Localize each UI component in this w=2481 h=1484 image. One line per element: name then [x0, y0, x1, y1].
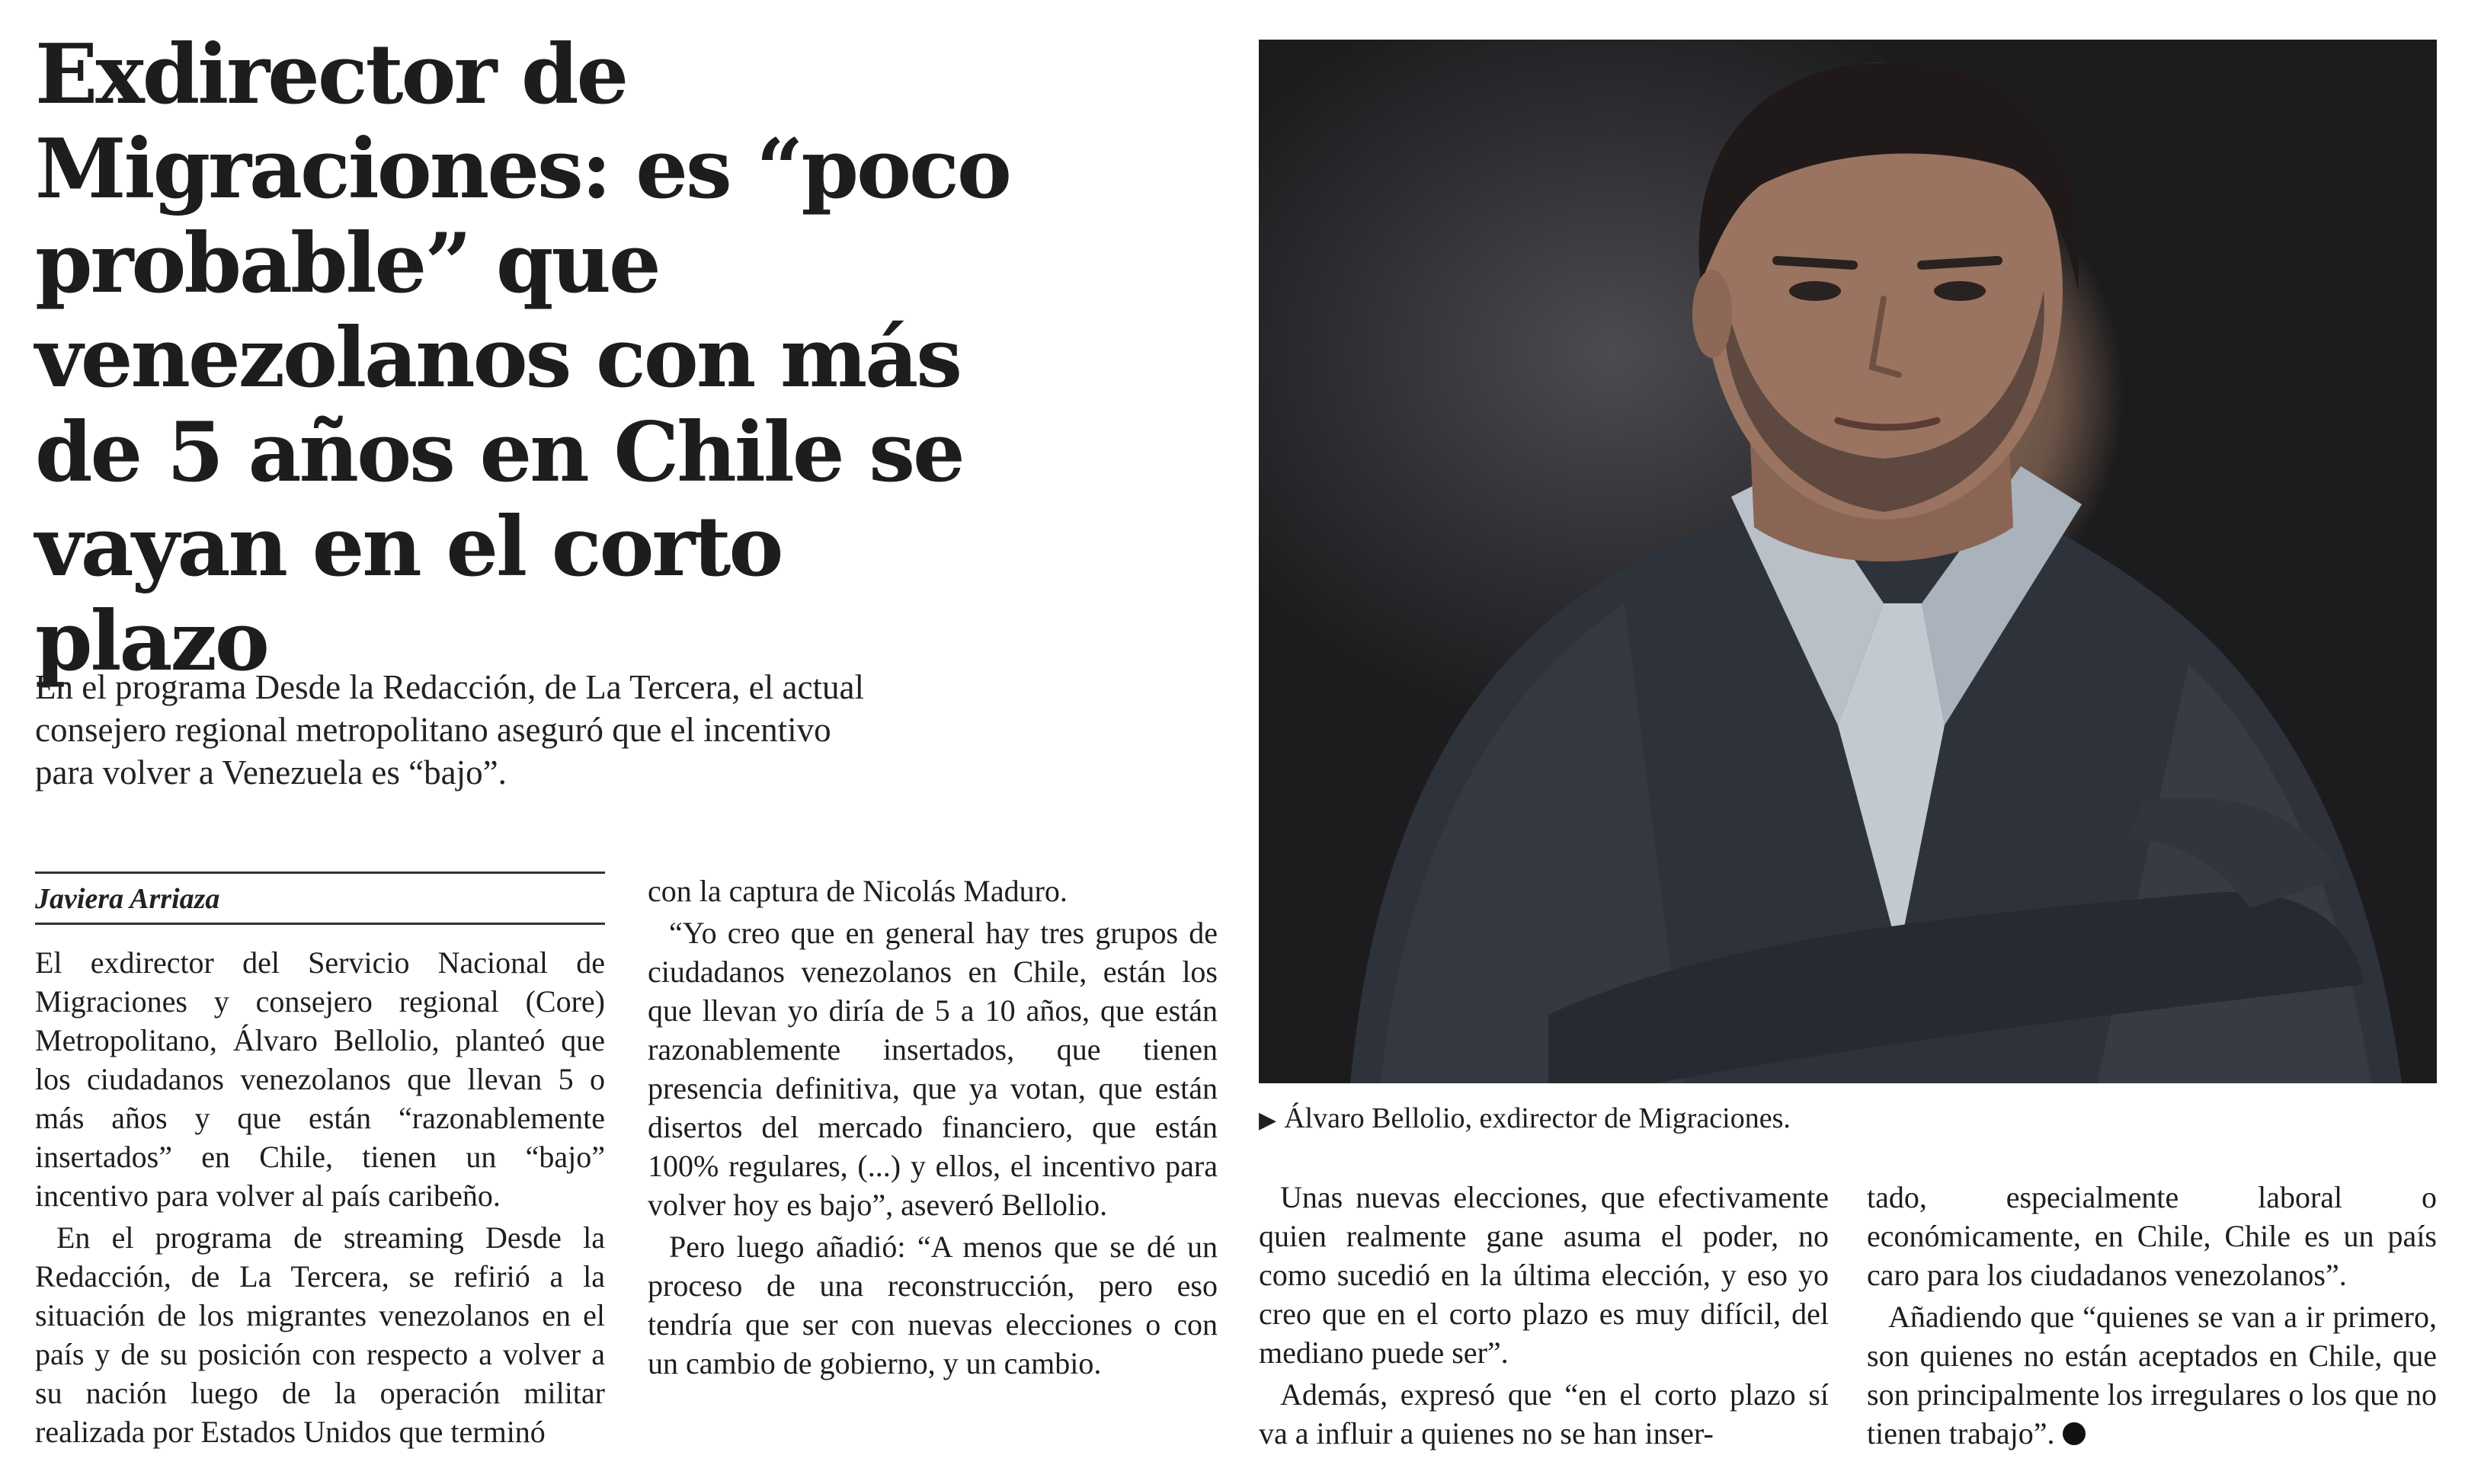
paragraph: Unas nuevas elecciones, que efectivamente quien realmente gane asuma el poder, no como sucedió en la última elección, y eso yo creo que en el corto plazo es muy difícil, del mediano puede ser”.: [1259, 1180, 1829, 1370]
caption-text: Álvaro Bellolio, exdirector de Migraciones.: [1284, 1102, 1791, 1134]
paragraph-text: Añadiendo que “quienes se van a ir primero, son quienes no están aceptados en Chile, que son principalmente los irregulares o los que no tienen trabajo”.: [1867, 1300, 2437, 1450]
byline-box: [35, 872, 605, 925]
headline: Exdirector de Migraciones: es “poco probable” que venezolanos con más de 5 años en Chile se vayan en el corto plazo: [35, 27, 1010, 689]
paragraph: Pero luego añadió: “A menos que se dé un proceso de una reconstrucción, pero eso tendría que ser con nuevas elecciones o con un cambio de gobierno, y un cambio.: [648, 1230, 1218, 1380]
standfirst: En el programa Desde la Redacción, de La Tercera, el actual consejero regional metropolitano aseguró que el incentivo para volver a Venezuela es “bajo”.: [35, 668, 864, 792]
paragraph: Además, expresó que “en el corto plazo sí va a influir a quienes no se han inser-: [1259, 1377, 1829, 1450]
body-column-3: [1259, 1178, 1829, 1453]
byline: Javiera Arriaza: [35, 883, 220, 915]
paragraph: con la captura de Nicolás Maduro.: [648, 874, 1068, 908]
body-column-2: [648, 872, 1218, 1383]
paragraph: tado, especialmente laboral o económicamente, en Chile, Chile es un país caro para los ciudadanos venezolanos”.: [1867, 1180, 2437, 1292]
caption-arrow-icon: ▶: [1259, 1107, 1277, 1134]
portrait-photo: [1259, 40, 2437, 1083]
photo-caption: [1259, 1100, 2437, 1139]
body-column-4: [1867, 1178, 2437, 1453]
paragraph: En el programa de streaming Desde la Redacción, de La Tercera, se refirió a la situación de los migrantes venezolanos en el país y de su posición con respecto a volver a su nación luego de la operación militar realizada por Estados Unidos que terminó: [35, 1220, 605, 1449]
body-column-1: [35, 943, 605, 1451]
paragraph: El exdirector del Servicio Nacional de Migraciones y consejero regional (Core) Metropolitano, Álvaro Bellolio, planteó que los ciudadanos venezolanos que llevan 5 o más años y que están “razonablemente insertados” en Chile, tienen un “bajo” incentivo para volver al país caribeño.: [35, 945, 605, 1213]
paragraph: “Yo creo que en general hay tres grupos de ciudadanos venezolanos en Chile, están los que llevan yo diría de 5 a 10 años, que están razonablemente insertados, que tienen presencia definitiva, que ya votan, que están disertos del mercado financiero, que están 100% regulares, (...) y ellos, el incentivo para volver hoy es bajo”, aseveró Bellolio.: [648, 916, 1218, 1222]
paragraph: [1867, 1297, 2437, 1453]
end-mark-icon: [2063, 1422, 2086, 1445]
portrait-illustration: [1259, 40, 2437, 1083]
